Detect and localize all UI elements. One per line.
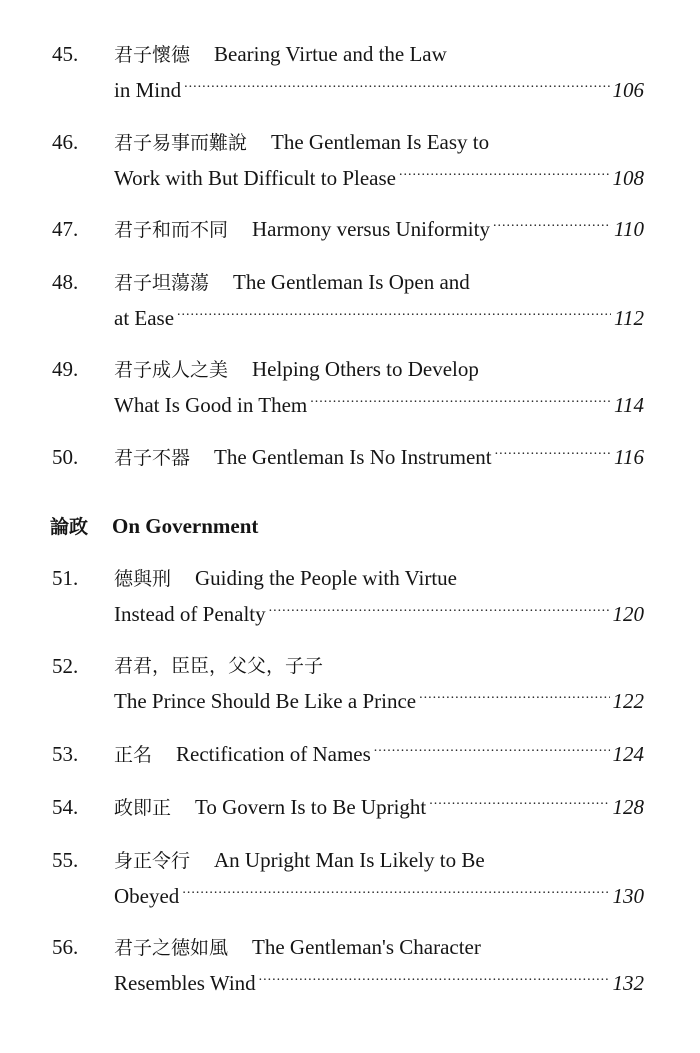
section-heading[interactable] bbox=[50, 511, 258, 542]
dot-leader bbox=[310, 391, 611, 412]
entry-title-continued: What Is Good in Them bbox=[114, 393, 308, 417]
entry-page-number: 130 bbox=[612, 884, 644, 908]
section-chinese-title: 論政 bbox=[50, 516, 89, 538]
entry-title-continued: Work with But Difficult to Please bbox=[114, 166, 396, 190]
entry-chinese-title: 君子成人之美 bbox=[114, 359, 229, 381]
entry-number: 49. bbox=[52, 357, 79, 381]
entry-number: 54. bbox=[52, 795, 79, 819]
entry-chinese-title: 身正令行 bbox=[114, 850, 191, 872]
entry-chinese-title: 君子之德如風 bbox=[114, 937, 229, 959]
entry-page-number: 120 bbox=[612, 602, 644, 626]
toc-entry[interactable] bbox=[52, 265, 644, 336]
entry-number: 51. bbox=[52, 566, 79, 590]
entry-title: Rectification of Names bbox=[176, 742, 371, 766]
toc-entry[interactable] bbox=[52, 440, 644, 476]
entry-page-number: 108 bbox=[612, 166, 644, 190]
entry-title: Harmony versus Uniformity bbox=[252, 217, 490, 241]
entry-number: 52. bbox=[52, 654, 79, 678]
entry-number: 46. bbox=[52, 130, 79, 154]
entry-page-number: 116 bbox=[614, 445, 644, 469]
entry-chinese-title: 君子坦蕩蕩 bbox=[114, 272, 210, 294]
entry-page-number: 132 bbox=[612, 971, 644, 995]
entry-title: The Gentleman Is No Instrument bbox=[214, 445, 492, 469]
entry-chinese-title: 正名 bbox=[114, 744, 153, 766]
entry-title-continued: Instead of Penalty bbox=[114, 602, 266, 626]
entry-title-continued: Resembles Wind bbox=[114, 971, 256, 995]
dot-leader bbox=[184, 76, 609, 97]
entry-title: The Gentleman Is Easy to bbox=[271, 130, 490, 154]
entry-number: 50. bbox=[52, 445, 79, 469]
dot-leader bbox=[495, 443, 611, 464]
entry-page-number: 110 bbox=[614, 217, 644, 241]
dot-leader bbox=[429, 793, 609, 814]
toc-entry[interactable] bbox=[52, 125, 644, 196]
entry-number: 48. bbox=[52, 270, 79, 294]
entry-page-number: 106 bbox=[612, 78, 644, 102]
toc-entry[interactable] bbox=[52, 843, 644, 914]
entry-title-continued: at Ease bbox=[114, 306, 175, 330]
entry-chinese-title: 政即正 bbox=[114, 797, 172, 819]
section-title: On Government bbox=[112, 514, 259, 538]
entry-page-number: 122 bbox=[612, 689, 644, 713]
dot-leader bbox=[177, 304, 611, 325]
entry-number: 47. bbox=[52, 217, 79, 241]
entry-number: 45. bbox=[52, 42, 79, 66]
entry-title: The Gentleman's Character bbox=[252, 935, 481, 959]
dot-leader bbox=[269, 600, 610, 621]
entry-chinese-title: 君子易事而難說 bbox=[114, 132, 248, 154]
toc-entry[interactable] bbox=[52, 930, 644, 1001]
entry-title: To Govern Is to Be Upright bbox=[195, 795, 427, 819]
dot-leader bbox=[374, 740, 610, 761]
entry-number: 53. bbox=[52, 742, 79, 766]
entry-page-number: 112 bbox=[614, 306, 644, 330]
entry-title: The Gentleman Is Open and bbox=[233, 270, 470, 294]
toc-entry[interactable] bbox=[52, 649, 644, 719]
entry-number: 56. bbox=[52, 935, 79, 959]
entry-title: Helping Others to Develop bbox=[252, 357, 479, 381]
dot-leader bbox=[182, 882, 609, 903]
entry-title: Bearing Virtue and the Law bbox=[214, 42, 447, 66]
entry-title: An Upright Man Is Likely to Be bbox=[214, 848, 485, 872]
entry-page-number: 114 bbox=[614, 393, 644, 417]
entry-title-continued: Obeyed bbox=[114, 884, 180, 908]
dot-leader bbox=[419, 687, 609, 708]
entry-title-continued: The Prince Should Be Like a Prince bbox=[114, 689, 417, 713]
entry-chinese-title: 君子不器 bbox=[114, 447, 191, 469]
toc-entry[interactable] bbox=[52, 790, 644, 826]
toc-entry[interactable] bbox=[52, 737, 644, 773]
entry-title-continued: in Mind bbox=[114, 78, 182, 102]
dot-leader bbox=[259, 969, 610, 990]
toc-entry[interactable] bbox=[52, 37, 644, 108]
entry-page-number: 128 bbox=[612, 795, 644, 819]
toc-entry[interactable] bbox=[52, 561, 644, 632]
entry-chinese-title: 君子懷德 bbox=[114, 44, 191, 66]
entry-page-number: 124 bbox=[612, 742, 644, 766]
entry-chinese-title: 君君，臣臣，父父，子子 bbox=[114, 655, 324, 677]
toc-entry[interactable] bbox=[52, 352, 644, 423]
dot-leader bbox=[493, 215, 611, 236]
entry-chinese-title: 德與刑 bbox=[114, 568, 172, 590]
toc-entry[interactable] bbox=[52, 212, 644, 248]
entry-chinese-title: 君子和而不同 bbox=[114, 219, 229, 241]
entry-title: Guiding the People with Virtue bbox=[195, 566, 458, 590]
dot-leader bbox=[399, 164, 610, 185]
entry-number: 55. bbox=[52, 848, 79, 872]
